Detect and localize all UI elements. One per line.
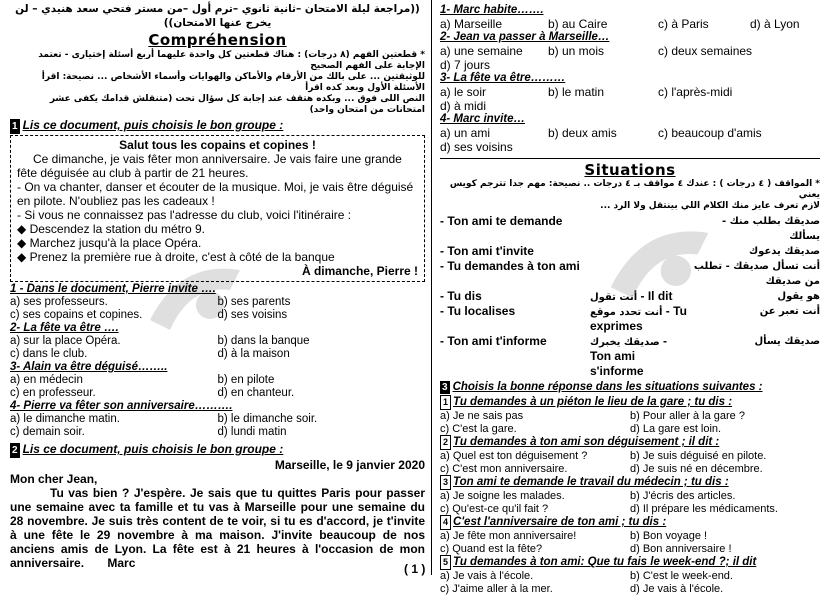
- option[interactable]: b) dans la banque: [218, 335, 426, 348]
- vocab-row: [440, 244, 820, 259]
- vocab-fr: - Ton ami t'invite: [440, 244, 590, 259]
- option[interactable]: c) à Paris: [658, 17, 750, 31]
- doc1-line: - On va chanter, danser et écouter de la musique. Moi, je vais être déguisé en pilote. N'oubliez pas les cadeaux !: [17, 180, 418, 208]
- column-divider: [431, 0, 432, 575]
- vocab-mid: [590, 304, 690, 334]
- option[interactable]: a) Marseille: [440, 17, 548, 31]
- bullet-text: Prenez la première rue à droite, c'est à côté de la banque: [30, 250, 335, 264]
- section-3-heading: [440, 381, 820, 394]
- situation-number: 5: [440, 555, 451, 570]
- option[interactable]: a) Je vais à l'école.: [440, 570, 630, 583]
- situation-options: [440, 410, 820, 435]
- instructions-ar: [10, 50, 425, 116]
- option[interactable]: c) en professeur.: [10, 387, 218, 400]
- option[interactable]: b) Pour aller à la gare ?: [630, 410, 820, 423]
- doc1-line: - Si vous ne connaissez pas l'adresse du club, voici l'itinéraire :: [17, 208, 418, 222]
- section-1-heading: [10, 118, 425, 134]
- situation-text: Tu demandes à ton ami: Que tu fais le week-end ?; il dit: [453, 556, 756, 568]
- option[interactable]: c) Qu'est-ce qu'il fait ?: [440, 503, 630, 516]
- option[interactable]: a) Je ne sais pas: [440, 410, 630, 423]
- comprehension-title: Compréhension: [10, 31, 425, 49]
- option[interactable]: a) Je fête mon anniversaire!: [440, 530, 630, 543]
- situation-text: Tu demandes à un piéton le lieu de la gare ; tu dis :: [453, 396, 732, 408]
- question-options: [440, 44, 820, 72]
- question-options: [10, 335, 425, 361]
- option[interactable]: a) Quel est ton déguisement ?: [440, 450, 630, 463]
- option[interactable]: a) le dimanche matin.: [10, 413, 218, 426]
- vocab-fr: - Ton ami t'informe: [440, 334, 590, 379]
- questions-doc1: [10, 283, 425, 439]
- option[interactable]: d) en chanteur.: [218, 387, 426, 400]
- right-column: [440, 0, 820, 595]
- situations-title: Situations: [440, 161, 820, 179]
- vocab-mid-ar: صديقك يخبرك: [590, 337, 660, 348]
- option[interactable]: d) ses voisins: [440, 140, 548, 154]
- vocab-ar: صديقك بطلب منك - يسألك: [690, 214, 820, 244]
- situation-options: [440, 490, 820, 515]
- vocab-ar: صديقك يدعوك: [690, 244, 820, 259]
- option[interactable]: a) une semaine: [440, 44, 548, 58]
- vocab-fr: - Tu demandes à ton ami: [440, 259, 590, 289]
- instruction-line: لازم تعرف عايز منك الكلام اللي بينتقل ولا الرد ...: [440, 201, 820, 212]
- vocab-fr: - Ton ami te demande: [440, 214, 590, 244]
- option[interactable]: b) Je suis déguisé en pilote.: [630, 450, 820, 463]
- question-options: [440, 126, 820, 154]
- doc1-greeting: Salut tous les copains et copines !: [17, 138, 418, 152]
- page-number: ( 1 ): [404, 562, 425, 576]
- situation-text: Tu demandes à ton ami son déguisement ; il dit :: [453, 436, 719, 448]
- vocab-mid: [590, 334, 690, 379]
- option[interactable]: c) beaucoup d'amis: [658, 126, 820, 140]
- doc1-bullet: ◆ Prenez la première rue à droite, c'est à côté de la banque: [17, 250, 418, 264]
- option[interactable]: b) au Caire: [548, 17, 658, 31]
- situations-instructions: [440, 179, 820, 212]
- doc1-line: Ce dimanche, je vais fêter mon anniversaire. Je vais faire une grande fête déguisée au club à partir de 21 heures.: [17, 152, 418, 180]
- document-2: [10, 458, 425, 570]
- option[interactable]: c) C'est la gare.: [440, 423, 630, 436]
- vocab-ar: أنت تسأل صديقك - تطلب من صديقك: [690, 259, 820, 289]
- section-number: 3: [440, 381, 450, 394]
- option[interactable]: d) La gare est loin.: [630, 423, 820, 436]
- section-title: Lis ce document, puis choisis le bon groupe :: [23, 118, 284, 132]
- section-number: 2: [10, 443, 20, 458]
- option[interactable]: d) Il prépare les médicaments.: [630, 503, 820, 516]
- vocab-ar: أنت تعبر عن: [690, 304, 820, 334]
- option[interactable]: d) à midi: [440, 99, 548, 113]
- situation-number: 3: [440, 475, 451, 490]
- doc2-body: [10, 486, 425, 570]
- bullet-text: Marchez jusqu'à la place Opéra.: [30, 236, 202, 250]
- option[interactable]: c) deux semaines: [658, 44, 820, 58]
- vocab-mid: [590, 289, 690, 304]
- option[interactable]: d) 7 jours: [440, 58, 548, 72]
- section-title: Choisis la bonne réponse dans les situations suivantes :: [453, 381, 763, 393]
- question-label: 2- Jean va passer à Marseille…: [440, 31, 820, 44]
- vocab-row: [440, 214, 820, 244]
- instruction-line: النص اللى فوق ... وبكده هتقف عند إجابة كل سؤال تحت (متنقلش قدامك يكفى عشر امتحانات من امتحان واحد): [10, 94, 425, 116]
- question-label: 1 - Dans le document, Pierre invite ….: [10, 283, 425, 296]
- vocab-mid-fr: - Tu exprimes: [590, 304, 687, 333]
- vocab-row: [440, 259, 820, 289]
- header-line-1: ((مراجعة ليلة الامتحان –ثانية ثانوي –ترم أول –من مستر فتحي سعد هنيدي – لن: [10, 2, 425, 16]
- option[interactable]: a) en médecin: [10, 374, 218, 387]
- situation-number: 2: [440, 435, 451, 450]
- vocab-row: [440, 289, 820, 304]
- vocab-mid-ar: أنت تقول: [590, 292, 637, 303]
- vocab-mid-fr: - Il dit: [641, 289, 673, 303]
- instruction-line: للوثيقتين ... على بالك من الأرقام والأماكن والهوايات وأسماء الأشخاص ... نصيحة: اقرأ الأسئلة الأول وبعد كده اقرأ: [10, 72, 425, 94]
- question-options: [10, 374, 425, 400]
- option[interactable]: b) Bon voyage !: [630, 530, 820, 543]
- option[interactable]: a) ses professeurs.: [10, 296, 218, 309]
- vocab-row: [440, 304, 820, 334]
- option[interactable]: d) à Lyon: [750, 17, 820, 31]
- situation-question: [440, 555, 820, 570]
- vocab-fr: - Tu localises: [440, 304, 590, 334]
- situation-question: [440, 515, 820, 530]
- vocab-fr: - Tu dis: [440, 289, 590, 304]
- document-1: [10, 135, 425, 282]
- option[interactable]: c) demain soir.: [10, 426, 218, 439]
- situation-text: C'est l'anniversaire de ton ami ; tu dis :: [453, 516, 666, 528]
- option[interactable]: d) Bon anniversaire !: [630, 543, 820, 556]
- question-label: 3- Alain va être déguisé……..: [10, 361, 425, 374]
- vocab-ar: صديقك يسأل: [690, 334, 820, 379]
- vocab-mid-fr: - Ton ami s'informe: [590, 334, 667, 378]
- option[interactable]: c) dans le club.: [10, 348, 218, 361]
- option[interactable]: d) Je suis né en décembre.: [630, 463, 820, 476]
- situation-text: Ton ami te demande le travail du médecin ; tu dis :: [453, 476, 729, 488]
- option[interactable]: d) à la maison: [218, 348, 426, 361]
- option[interactable]: c) J'aime aller à la mer.: [440, 583, 630, 595]
- option[interactable]: a) le soir: [440, 85, 548, 99]
- option[interactable]: b) en pilote: [218, 374, 426, 387]
- question-options: [10, 296, 425, 322]
- vocab-table: [440, 214, 820, 379]
- question-options: [10, 413, 425, 439]
- option[interactable]: a) Je soigne les malades.: [440, 490, 630, 503]
- instruction-line: * المواقف ( ٤ درجات ) : عندك ٤ مواقف بـ ٤ درجات .. نصيحة: مهم جدا تترجم كويس يعني: [440, 179, 820, 201]
- doc1-bullet: ◆ Marchez jusqu'à la place Opéra.: [17, 236, 418, 250]
- option[interactable]: b) un mois: [548, 44, 658, 58]
- vocab-row: [440, 334, 820, 379]
- doc2-signature: Marc: [107, 556, 135, 570]
- doc2-salutation: Mon cher Jean,: [10, 472, 425, 486]
- instruction-line: * قطعتين الفهم (٨ درجات) : هناك قطعتين كل واحدة عليهما أربع أسئلة إختيارى - تعتمد الإجابة على الفهم الصحيح: [10, 50, 425, 72]
- situation-number: 4: [440, 515, 451, 530]
- option[interactable]: d) lundi matin: [218, 426, 426, 439]
- option[interactable]: b) ses parents: [218, 296, 426, 309]
- header-line-2: يخرج عنها الامتحان)): [10, 16, 425, 30]
- option[interactable]: c) Quand est la fête?: [440, 543, 630, 556]
- doc2-body-text: Tu vas bien ? J'espère. Je sais que tu quittes Paris pour passer une semaine avec ta famille et tu vas à Marseille pour une semaine du 28 novembre. Je suis très content de te voir, si tu es d'accord, je t'invite à une fête le 29 novembre à ma maison. J'invite beaucoup de nos anciens amis de Lyon. La fête est à 21 heures à l'occasion de mon anniversaire.: [10, 486, 425, 570]
- option[interactable]: b) le matin: [548, 85, 658, 99]
- option[interactable]: b) J'écris des articles.: [630, 490, 820, 503]
- situation-options: [440, 450, 820, 475]
- option[interactable]: b) deux amis: [548, 126, 658, 140]
- section-2-heading: [10, 442, 425, 458]
- vocab-mid-ar: أنت تحدد موقع: [590, 307, 662, 318]
- section-number: 1: [10, 119, 20, 134]
- question-label: 4- Marc invite…: [440, 113, 820, 126]
- situation-question: [440, 475, 820, 490]
- vocab-ar: هو يقول: [690, 289, 820, 304]
- doc1-bullet: ◆ Descendez la station du métro 9.: [17, 222, 418, 236]
- situation-options: [440, 530, 820, 555]
- option[interactable]: c) C'est mon anniversaire.: [440, 463, 630, 476]
- option[interactable]: d) Je vais à l'école.: [630, 583, 820, 595]
- situation-question: [440, 435, 820, 450]
- option[interactable]: b) C'est le week-end.: [630, 570, 820, 583]
- doc2-date: Marseille, le 9 janvier 2020: [10, 458, 425, 472]
- situation-number: 1: [440, 395, 451, 410]
- option[interactable]: d) ses voisins: [218, 309, 426, 322]
- option[interactable]: c) l'après-midi: [658, 85, 820, 99]
- option[interactable]: c) ses copains et copines.: [10, 309, 218, 322]
- left-column: [10, 0, 425, 570]
- situation-question: [440, 395, 820, 410]
- option[interactable]: b) le dimanche soir.: [218, 413, 426, 426]
- option[interactable]: a) sur la place Opéra.: [10, 335, 218, 348]
- questions-doc2: [440, 4, 820, 154]
- question-label: 2- La fête va être ….: [10, 322, 425, 335]
- situations-list: [440, 395, 820, 595]
- question-label: 4- Pierre va fêter son anniversaire……….: [10, 400, 425, 413]
- bullet-text: Descendez la station du métro 9.: [30, 222, 205, 236]
- question-options: [440, 17, 820, 31]
- question-options: [440, 85, 820, 113]
- question-label: 3- La fête va être………: [440, 72, 820, 85]
- section-title: Lis ce document, puis choisis le bon groupe :: [23, 442, 284, 456]
- option[interactable]: a) un ami: [440, 126, 548, 140]
- question-label: 1- Marc habite…….: [440, 4, 820, 17]
- doc1-signoff: À dimanche, Pierre !: [17, 264, 418, 278]
